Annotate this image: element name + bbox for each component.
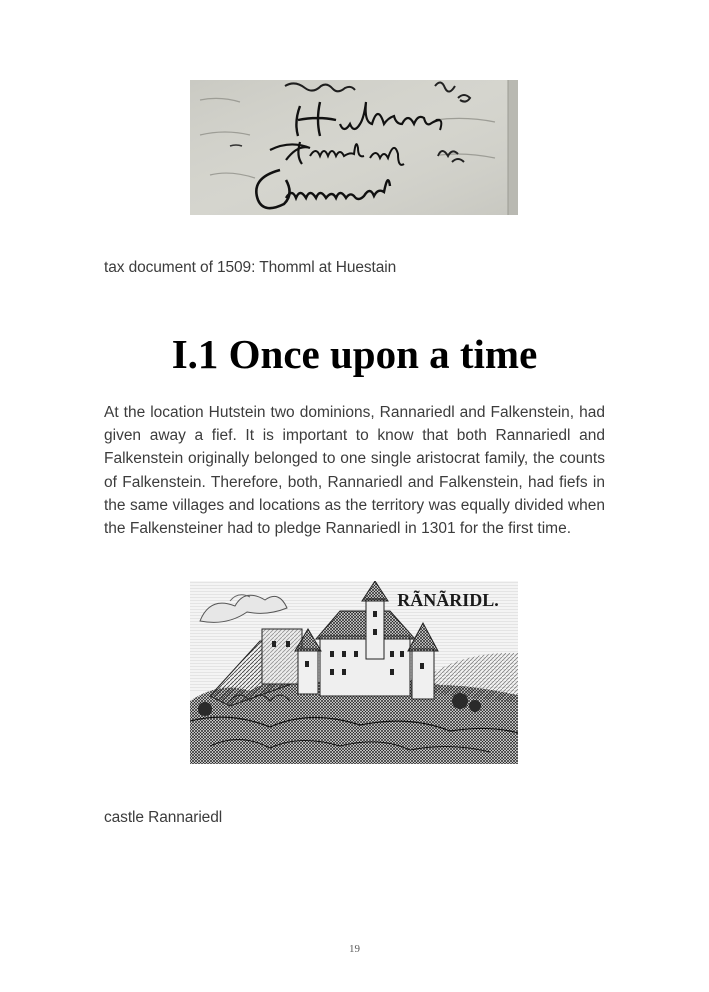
castle-image — [190, 581, 518, 764]
section-heading: I.1 Once upon a time — [171, 331, 538, 377]
castle-drawing — [190, 581, 518, 764]
engraving-label: RÃNÃRIDL. — [397, 590, 499, 610]
body-paragraph: At the location Hutstein two dominions, Rannariedl and Falkenstein, had given away a fief. It is important to know that both Rannariedl and Falkenstein originally belonged to one single aristocrat family, the counts of Falkenstein. Therefore, both, Rannariedl and Falkenstein, had fiefs in the same villages and locations as the territory was equally divided when the Falkensteiner had to pledge Rannariedl in 1301 for the first time. — [104, 404, 605, 538]
manuscript-image — [190, 80, 518, 215]
page-number: 19 — [349, 943, 360, 955]
manuscript-drawing — [190, 80, 518, 215]
manuscript-caption: tax document of 1509: Thomml at Huestain — [104, 259, 397, 276]
castle-caption: castle Rannariedl — [104, 809, 223, 826]
